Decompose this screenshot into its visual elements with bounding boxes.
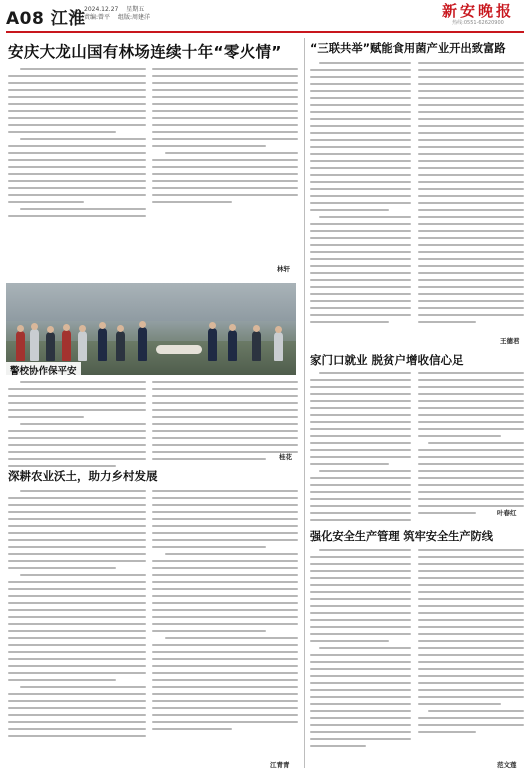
industry-article-col2 [418,62,524,328]
campus-byline: 桂花 [279,453,292,461]
industry-headline: “三联共举”赋能食用菌产业开出致富路 [310,42,506,55]
masthead [0,0,530,34]
employment-headline: 家门口就业 脱贫户增收信心足 [310,353,464,367]
main-headline: 安庆大龙山国有林场连续十年“零火情” [8,43,282,61]
photo-caption: 警校协作保平安 [6,362,81,378]
employment-article-col1 [310,372,411,526]
issue-weekday: 星期五 [126,6,145,13]
page-label: A08 江淮 [6,9,86,29]
issue-meta [84,6,156,22]
campus-article-col2 [152,381,298,465]
header-rule [6,31,524,33]
editor-credit: 责编:曾平 [84,14,111,21]
safety-byline: 范文莲 [497,761,517,769]
main-article-col1 [8,68,146,222]
industry-article-col1 [310,62,411,328]
safety-headline: 强化安全生产管理 筑牢安全生产防线 [310,530,493,543]
issue-date: 2024.12.27 [84,6,119,13]
employment-article-col2 [418,372,524,519]
newspaper-logo [434,2,522,29]
employment-byline: 叶春红 [497,509,517,517]
safety-article-col1 [310,549,411,752]
main-byline: 林轩 [277,265,290,273]
agriculture-headline: 深耕农业沃土，助力乡村发展 [8,469,158,483]
industry-byline: 王德君 [500,337,520,345]
campus-article-col1 [8,381,146,472]
logo-hotline: 热线:0551-62620900 [452,20,504,26]
agriculture-byline: 江青青 [270,761,290,769]
proof-credit: 组版:周建洋 [117,14,150,21]
agriculture-article-col1 [8,490,146,742]
main-article-col2 [152,68,298,208]
column-divider [304,38,305,768]
safety-article-col2 [418,549,524,738]
agriculture-article-col2 [152,490,298,735]
logo-text: 新安晚报 [441,2,514,20]
